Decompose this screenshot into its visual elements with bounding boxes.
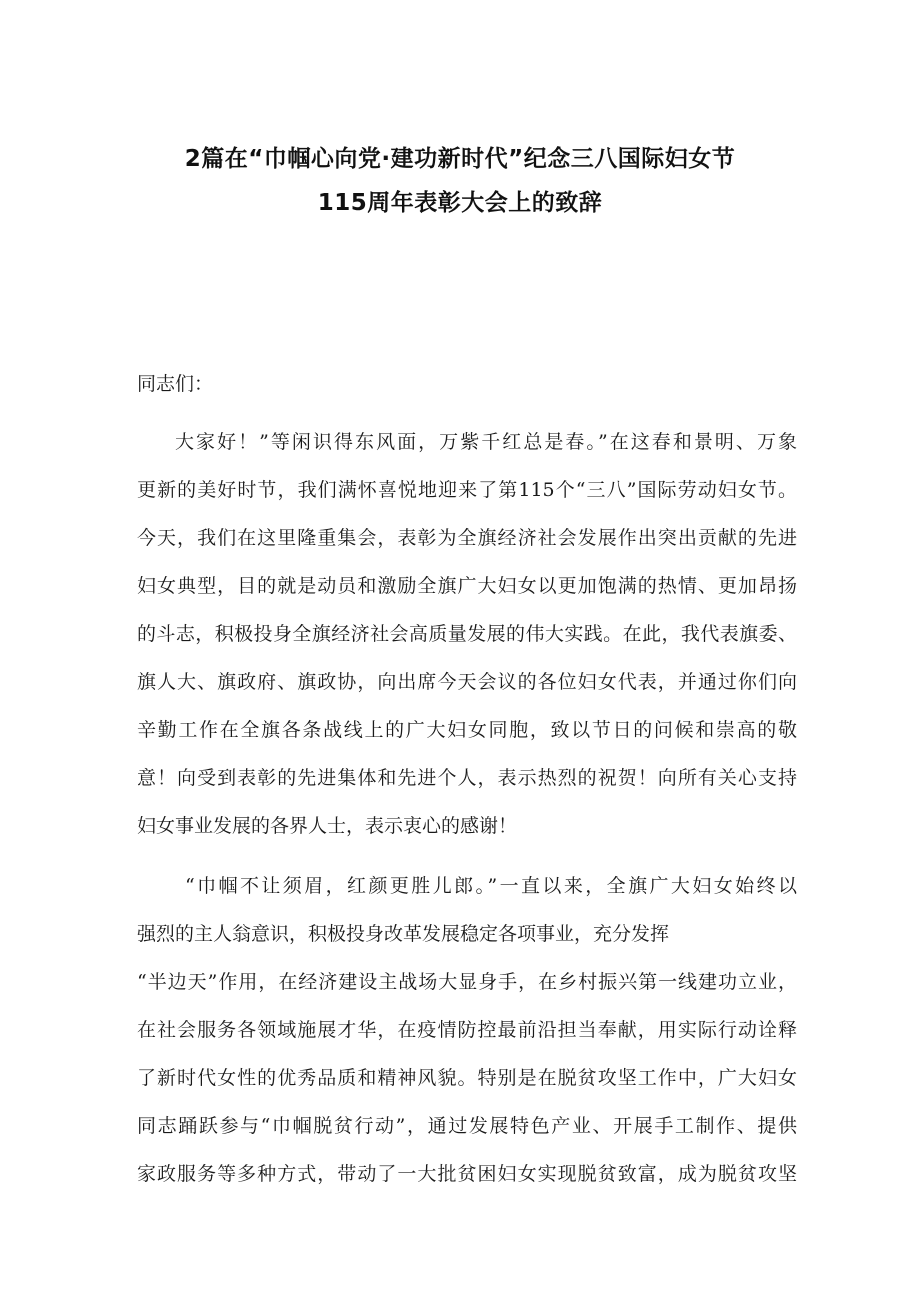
paragraph-line: 辛勤工作在全旗各条战线上的广大妇女同胞，致以节日的问候和崇高的敬: [137, 719, 797, 741]
paragraph-line: 妇女事业发展的各界人士，表示衷心的感谢！: [137, 815, 518, 837]
paragraph-line: 了新时代女性的优秀品质和精神风貌。特别是在脱贫攻坚工作中，广大妇女: [137, 1067, 797, 1089]
paragraph-line: 旗人大、旗政府、旗政协，向出席今天会议的各位妇女代表，并通过你们向: [137, 671, 797, 693]
document-title-line-1: 2篇在“巾帼心向党·建功新时代”纪念三八国际妇女节: [184, 146, 736, 172]
paragraph-line: 妇女典型，目的就是动员和激励全旗广大妇女以更加饱满的热情、更加昂扬: [137, 575, 797, 597]
paragraph-line: 家政服务等多种方式，带动了一大批贫困妇女实现脱贫致富，成为脱贫攻坚: [137, 1163, 797, 1185]
paragraph-line: 意！向受到表彰的先进集体和先进个人，表示热烈的祝贺！向所有关心支持: [137, 767, 797, 789]
paragraph-line: “半边天”作用，在经济建设主战场大显身手，在乡村振兴第一线建功立业，: [137, 971, 797, 993]
paragraph-line: 今天，我们在这里隆重集会，表彰为全旗经济社会发展作出突出贡献的先进: [137, 527, 797, 549]
paragraph-line: 同志踊跃参与“巾帼脱贫行动”，通过发展特色产业、开展手工制作、提供: [137, 1115, 797, 1137]
document-title-line-2: 115周年表彰大会上的致辞: [317, 190, 603, 216]
paragraph-line: 强烈的主人翁意识，积极投身改革发展稳定各项事业，充分发挥: [137, 923, 670, 945]
paragraph-line: “巾帼不让须眉，红颜更胜儿郎。”一直以来，全旗广大妇女始终以: [185, 875, 797, 897]
salutation: 同志们：: [137, 373, 214, 395]
paragraph-line: 大家好！”等闲识得东风面，万紫千红总是春。”在这春和景明、万象: [175, 431, 797, 453]
paragraph-line: 的斗志，积极投身全旗经济社会高质量发展的伟大实践。在此，我代表旗委、: [137, 623, 797, 645]
paragraph-line: 更新的美好时节，我们满怀喜悦地迎来了第115个“三八”国际劳动妇女节。: [137, 479, 797, 501]
paragraph-line: 在社会服务各领域施展才华，在疫情防控最前沿担当奉献，用实际行动诠释: [137, 1019, 797, 1041]
